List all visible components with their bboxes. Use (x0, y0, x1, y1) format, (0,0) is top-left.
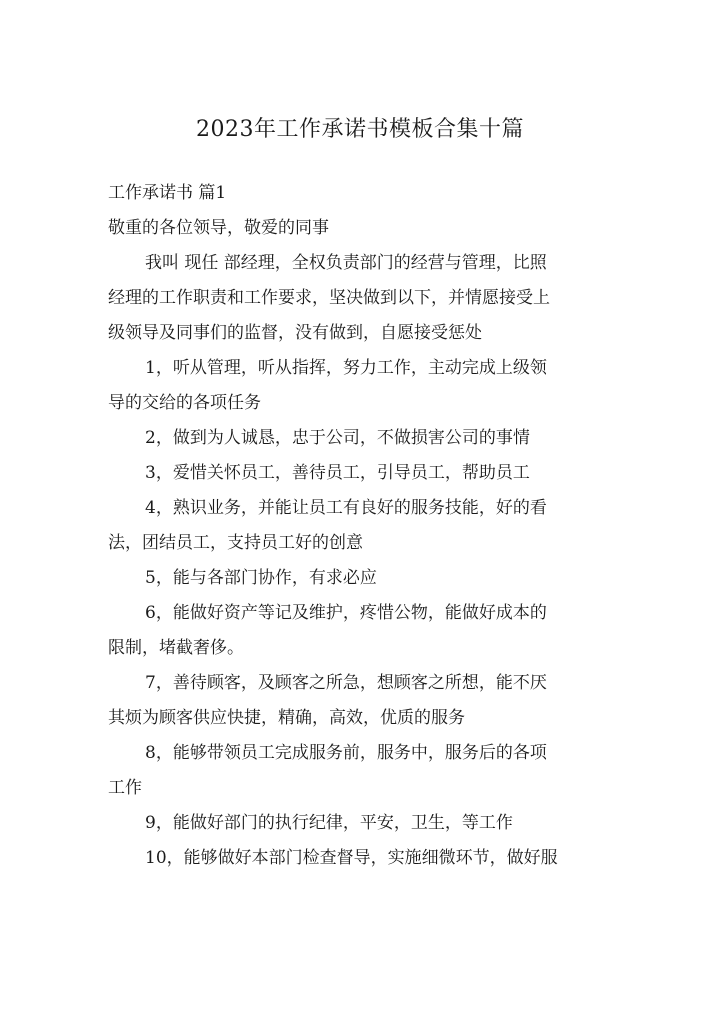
paragraph-line: 级领导及同事们的监督，没有做到，自愿接受惩处 (108, 323, 482, 343)
paragraph-line: 我叫 现任 部经理，全权负责部门的经营与管理，比照 (145, 253, 547, 273)
paragraph-line: 3，爱惜关怀员工，善待员工，引导员工，帮助员工 (145, 463, 530, 483)
paragraph-line: 敬重的各位领导，敬爱的同事 (108, 218, 329, 238)
paragraph-line: 工作 (108, 778, 142, 798)
paragraph-line: 5，能与各部门协作，有求必应 (145, 568, 377, 588)
paragraph-line: 8，能够带领员工完成服务前，服务中，服务后的各项 (145, 743, 547, 763)
paragraph-line: 工作承诺书 篇1 (108, 183, 227, 203)
paragraph-line: 7，善待顾客，及顾客之所急，想顾客之所想，能不厌 (145, 673, 547, 693)
paragraph-line: 1，听从管理，听从指挥，努力工作，主动完成上级领 (145, 358, 547, 378)
document-title: 2023年工作承诺书模板合集十篇 (196, 117, 524, 142)
paragraph-line: 其烦为顾客供应快捷，精确，高效，优质的服务 (108, 708, 465, 728)
paragraph-line: 法，团结员工，支持员工好的创意 (108, 533, 363, 553)
paragraph-line: 4，熟识业务，并能让员工有良好的服务技能，好的看 (145, 498, 547, 518)
paragraph-line: 9，能做好部门的执行纪律，平安，卫生，等工作 (145, 813, 513, 833)
paragraph-line: 6，能做好资产等记及维护，疼惜公物，能做好成本的 (145, 603, 547, 623)
paragraph-line: 经理的工作职责和工作要求，坚决做到以下，并情愿接受上 (108, 288, 550, 308)
paragraph-line: 导的交给的各项任务 (108, 393, 261, 413)
paragraph-line: 2，做到为人诚恳，忠于公司，不做损害公司的事情 (145, 428, 530, 448)
paragraph-line: 限制，堵截奢侈。 (108, 638, 244, 658)
document-body (108, 176, 616, 876)
paragraph-line: 10，能够做好本部门检查督导，实施细微环节，做好服 (145, 848, 558, 868)
